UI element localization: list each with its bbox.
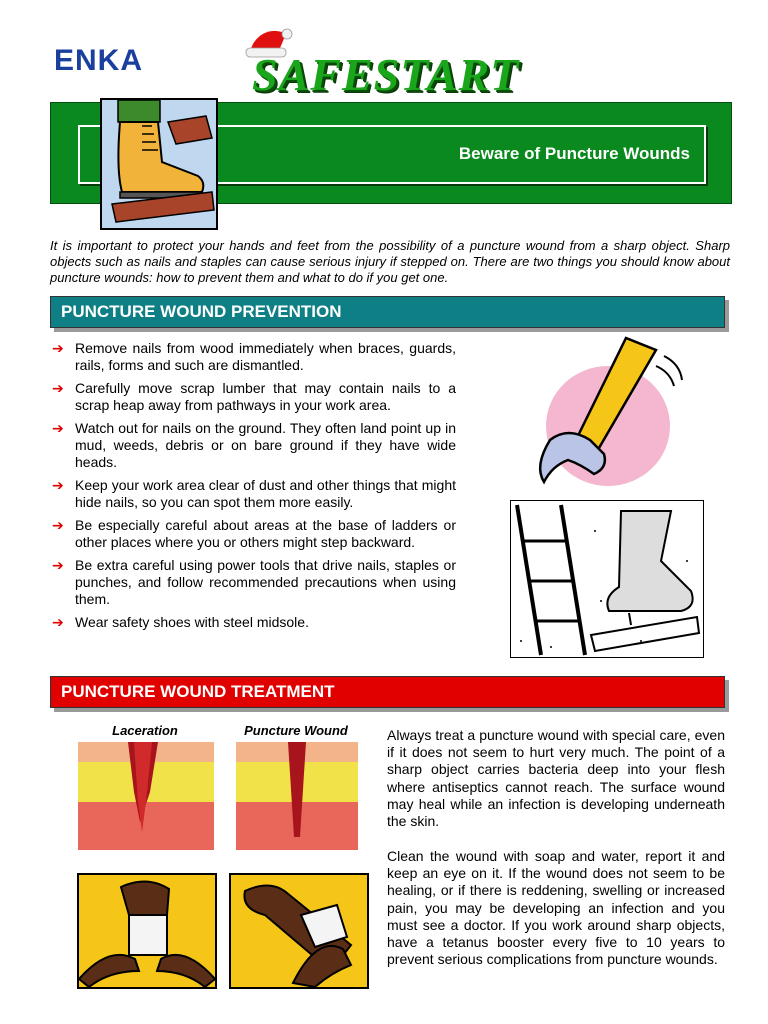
safestart-title: SAFESTART [252,49,520,100]
hammer-icon [528,336,688,496]
ladder-icon [511,501,703,657]
puncture-wound-diagram [236,742,358,850]
list-item: ➔ Wear safety shoes with steel midsole. [52,614,309,630]
list-item: ➔ Watch out for nails on the ground. They often land point up in mud, weeds, debris or on bare ground if they have wide heads. [52,420,456,470]
cloth-icon [231,875,367,987]
list-item: ➔ Carefully move scrap lumber that may contain nails to a scrap heap away from pathways in your work area. [52,380,456,413]
bandaged-hand-illustration [77,873,217,989]
bandage-icon [79,875,215,987]
laceration-diagram [78,742,214,850]
treatment-heading-bar [50,676,725,708]
list-item: ➔ Keep your work area clear of dust and other things that might hide nails, so you can spot them more easily. [52,477,456,510]
treatment-paragraph-1: Always treat a puncture wound with special care, even if it does not seem to hurt very much. The point of a sharp object carries bacteria deep into your flesh where antiseptics cannot reach. The surface wound may heal while an infection is developing underneath the skin. [387,727,725,830]
cleaning-wound-illustration [229,873,369,989]
red-arrow-icon: ➔ [52,614,64,630]
intro-paragraph: It is important to protect your hands and feet from the possibility of a puncture wound from a sharp object. Sharp objects such as nails and staples can cause serious injury if stepped on. There are two things you should know about puncture wounds: how to prevent them and what to do if you get one. [50,238,730,285]
enka-logo: ENKA [54,44,144,77]
treatment-paragraph-2: Clean the wound with soap and water, report it and keep an eye on it. If the wound does not seem to be healing, or if there is reddening, swelling or increased pain, you may be developing an infection and you must see a doctor. If you work around sharp objects, have a tetanus booster every five to 10 years to prevent serious complications from puncture wounds. [387,848,725,968]
caption-laceration: Laceration [112,723,178,738]
prevention-list [50,340,456,637]
prevention-heading: PUNCTURE WOUND PREVENTION [61,302,342,321]
caption-puncture-wound: Puncture Wound [244,723,348,738]
boot-icon [102,100,216,228]
list-item: ➔ Be extra careful using power tools that drive nails, staples or punches, and follow recommended precautions when using them. [52,557,456,607]
list-item: ➔ Remove nails from wood immediately when braces, guards, rails, forms and such are dismantled. [52,340,456,373]
red-arrow-icon: ➔ [52,557,64,573]
red-arrow-icon: ➔ [52,517,64,533]
red-arrow-icon: ➔ [52,477,64,493]
red-arrow-icon: ➔ [52,380,64,396]
boot-stepping-on-nail-illustration [100,98,218,230]
red-arrow-icon: ➔ [52,420,64,436]
list-item: ➔ Be especially careful about areas at the base of ladders or other places where you or others might step backward. [52,517,456,550]
ladder-nail-illustration [510,500,704,658]
treatment-heading: PUNCTURE WOUND TREATMENT [61,682,335,701]
banner-title: Beware of Puncture Wounds [458,144,690,163]
prevention-heading-bar [50,296,725,328]
red-arrow-icon: ➔ [52,340,64,356]
